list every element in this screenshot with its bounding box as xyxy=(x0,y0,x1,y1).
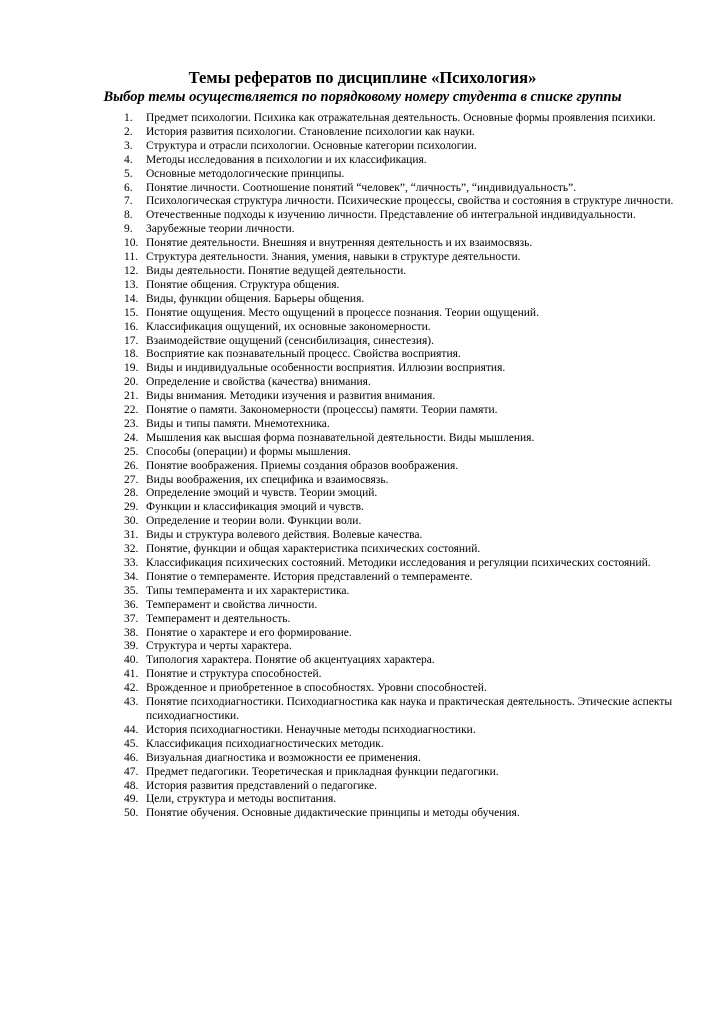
topic-item xyxy=(116,348,694,362)
topic-item xyxy=(116,571,694,585)
topic-text: Определение и свойства (качества) внимания. xyxy=(146,376,371,389)
topic-item xyxy=(116,696,694,724)
topic-number: 14. xyxy=(124,292,139,305)
topic-item xyxy=(116,668,694,682)
topic-number: 26. xyxy=(124,459,139,472)
topic-item xyxy=(116,126,694,140)
topic-number: 44. xyxy=(124,723,139,736)
topic-item xyxy=(116,279,694,293)
topic-text: Виды и типы памяти. Мнемотехника. xyxy=(146,417,330,430)
topic-number: 5. xyxy=(124,167,133,180)
topic-text: Психологическая структура личности. Психические процессы, свойства и состояния в структуре личности. xyxy=(146,195,674,208)
topic-number: 19. xyxy=(124,362,139,375)
topic-number: 48. xyxy=(124,779,139,792)
topic-text: Понятие воображения. Приемы создания образов воображения. xyxy=(146,459,459,472)
topic-item xyxy=(116,404,694,418)
topic-text: Отечественные подходы к изучению личности. Представление об интегральной индивидуальности. xyxy=(146,209,636,222)
topic-text: Визуальная диагностика и возможности ее применения. xyxy=(146,751,421,764)
topic-text: Понятие психодиагностики. Психодиагностика как наука и практическая деятельность. Этические аспекты психодиагностики. xyxy=(146,696,673,722)
topic-item xyxy=(116,293,694,307)
topic-item xyxy=(116,376,694,390)
topic-text: Классификация ощущений, их основные закономерности. xyxy=(146,320,431,333)
topic-item xyxy=(116,529,694,543)
topic-text: История развития психологии. Становление психологии как науки. xyxy=(146,125,475,138)
topic-item xyxy=(116,640,694,654)
topic-number: 43. xyxy=(124,696,139,709)
topic-item xyxy=(116,752,694,766)
topic-text: Типология характера. Понятие об акцентуациях характера. xyxy=(146,654,435,667)
topic-number: 21. xyxy=(124,390,139,403)
topic-text: Классификация психических состояний. Методики исследования и регуляции психических состояний. xyxy=(146,557,651,569)
topic-item xyxy=(116,182,694,196)
topic-text: Структура и отрасли психологии. Основные категории психологии. xyxy=(146,139,477,152)
topic-item xyxy=(116,335,694,349)
topic-item xyxy=(116,738,694,752)
topic-item xyxy=(116,362,694,376)
topic-text: Врожденное и приобретенное в способностях. Уровни способностей. xyxy=(146,682,487,695)
topic-text: Виды воображения, их специфика и взаимосвязь. xyxy=(146,473,389,486)
topic-text: Темперамент и свойства личности. xyxy=(146,598,318,611)
topic-text: Виды и структура волевого действия. Волевые качества. xyxy=(146,529,423,542)
topic-number: 33. xyxy=(124,557,139,569)
topic-number: 18. xyxy=(124,348,139,361)
topic-item xyxy=(116,432,694,446)
topic-number: 27. xyxy=(124,473,139,486)
topic-number: 16. xyxy=(124,320,139,333)
topic-text: Предмет психологии. Психика как отражательная деятельность. Основные формы проявления психики. xyxy=(146,112,656,124)
topic-item xyxy=(116,321,694,335)
topic-item xyxy=(116,682,694,696)
topic-text: Способы (операции) и формы мышления. xyxy=(146,445,351,458)
topic-item xyxy=(116,793,694,807)
topic-text: Определение и теории воли. Функции воли. xyxy=(146,515,362,528)
topic-text: Восприятие как познавательный процесс. Свойства восприятия. xyxy=(146,348,461,361)
topic-text: Виды внимания. Методики изучения и развития внимания. xyxy=(146,390,436,403)
topic-text: Понятие обучения. Основные дидактические принципы и методы обучения. xyxy=(146,807,520,820)
topic-text: Функции и классификация эмоций и чувств. xyxy=(146,501,364,514)
topic-number: 34. xyxy=(124,570,139,583)
topic-text: Понятие деятельности. Внешняя и внутренняя деятельность и их взаимосвязь. xyxy=(146,237,533,250)
topic-number: 22. xyxy=(124,404,139,417)
topic-text: Понятие общения. Структура общения. xyxy=(146,278,340,291)
topic-item xyxy=(116,112,694,126)
topic-number: 49. xyxy=(124,793,139,806)
topic-item xyxy=(116,515,694,529)
topic-text: Взаимодействие ощущений (сенсибилизация, синестезия). xyxy=(146,334,434,347)
topic-item xyxy=(116,474,694,488)
topic-number: 39. xyxy=(124,640,139,653)
topic-item xyxy=(116,237,694,251)
topic-number: 24. xyxy=(124,431,139,444)
topic-list xyxy=(116,112,694,821)
topic-item xyxy=(116,780,694,794)
topic-number: 8. xyxy=(124,209,133,222)
topic-text: Методы исследования в психологии и их классификация. xyxy=(146,153,427,166)
topic-number: 9. xyxy=(124,223,133,236)
topic-item xyxy=(116,501,694,515)
topic-item xyxy=(116,613,694,627)
topic-item xyxy=(116,807,694,821)
topic-text: Понятие о характере и его формирование. xyxy=(146,626,352,639)
topic-item xyxy=(116,599,694,613)
topic-number: 1. xyxy=(124,112,133,124)
topic-number: 35. xyxy=(124,584,139,597)
document-subtitle: Выбор темы осуществляется по порядковому номеру студента в списке группы xyxy=(103,89,622,105)
topic-number: 47. xyxy=(124,765,139,778)
topic-item xyxy=(116,724,694,738)
topic-text: Понятие о памяти. Закономерности (процессы) памяти. Теории памяти. xyxy=(146,404,498,417)
topic-text: Понятие личности. Соотношение понятий “человек”, “личность”, “индивидуальность”. xyxy=(146,181,577,194)
topic-item xyxy=(116,265,694,279)
topic-number: 38. xyxy=(124,626,139,639)
topic-item xyxy=(116,209,694,223)
topic-number: 11. xyxy=(124,251,138,264)
topic-item xyxy=(116,557,694,571)
topic-item xyxy=(116,251,694,265)
topic-number: 28. xyxy=(124,487,139,500)
topic-text: Зарубежные теории личности. xyxy=(146,223,295,236)
topic-number: 12. xyxy=(124,264,139,277)
topic-text: Мышления как высшая форма познавательной деятельности. Виды мышления. xyxy=(146,431,535,444)
topic-number: 29. xyxy=(124,501,139,514)
topic-number: 2. xyxy=(124,125,133,138)
topic-item xyxy=(116,446,694,460)
topic-text: Классификация психодиагностических методик. xyxy=(146,737,384,750)
topic-number: 50. xyxy=(124,807,139,820)
topic-text: Темперамент и деятельность. xyxy=(146,612,291,625)
topic-number: 30. xyxy=(124,515,139,528)
topic-text: Понятие о темпераменте. История представлений о темпераменте. xyxy=(146,570,473,583)
topic-item xyxy=(116,390,694,404)
topic-number: 32. xyxy=(124,543,139,556)
topic-text: Понятие, функции и общая характеристика психических состояний. xyxy=(146,543,481,556)
topic-text: Основные методологические принципы. xyxy=(146,167,345,180)
topic-item xyxy=(116,766,694,780)
topic-item xyxy=(116,307,694,321)
topic-text: Структура деятельности. Знания, умения, навыки в структуре деятельности. xyxy=(146,251,521,264)
topic-number: 4. xyxy=(124,153,133,166)
topic-item xyxy=(116,154,694,168)
topic-number: 13. xyxy=(124,278,139,291)
topic-text: Виды, функции общения. Барьеры общения. xyxy=(146,292,365,305)
topic-number: 7. xyxy=(124,195,133,208)
topic-text: Цели, структура и методы воспитания. xyxy=(146,793,337,806)
topic-text: Понятие ощущения. Место ощущений в процессе познания. Теории ощущений. xyxy=(146,306,539,319)
topic-number: 6. xyxy=(124,181,133,194)
topic-number: 3. xyxy=(124,139,133,152)
topic-text: Понятие и структура способностей. xyxy=(146,668,322,681)
topic-number: 17. xyxy=(124,334,139,347)
topic-item xyxy=(116,654,694,668)
topic-number: 36. xyxy=(124,598,139,611)
topic-text: История развития представлений о педагогике. xyxy=(146,779,377,792)
topic-number: 10. xyxy=(124,237,139,250)
topic-text: Виды деятельности. Понятие ведущей деятельности. xyxy=(146,264,407,277)
topic-item xyxy=(116,195,694,209)
topic-item xyxy=(116,627,694,641)
topic-number: 46. xyxy=(124,751,139,764)
document-title: Темы рефератов по дисциплине «Психология» xyxy=(188,68,537,87)
topic-item xyxy=(116,418,694,432)
topic-item xyxy=(116,543,694,557)
topic-number: 42. xyxy=(124,682,139,695)
topic-number: 45. xyxy=(124,737,139,750)
topic-text: Предмет педагогики. Теоретическая и прикладная функции педагогики. xyxy=(146,765,499,778)
topic-text: История психодиагностики. Ненаучные методы психодиагностики. xyxy=(146,723,476,736)
topic-text: Структура и черты характера. xyxy=(146,640,292,653)
topic-number: 23. xyxy=(124,417,139,430)
topic-text: Определение эмоций и чувств. Теории эмоций. xyxy=(146,487,378,500)
topic-item xyxy=(116,585,694,599)
topic-number: 15. xyxy=(124,306,139,319)
topic-number: 37. xyxy=(124,612,139,625)
topic-item xyxy=(116,460,694,474)
topic-item xyxy=(116,140,694,154)
topic-item xyxy=(116,487,694,501)
topic-item xyxy=(116,168,694,182)
topic-number: 20. xyxy=(124,376,139,389)
topic-text: Типы темперамента и их характеристика. xyxy=(146,584,350,597)
topic-item xyxy=(116,223,694,237)
topic-number: 25. xyxy=(124,445,139,458)
topic-number: 41. xyxy=(124,668,139,681)
topic-number: 31. xyxy=(124,529,139,542)
topic-text: Виды и индивидуальные особенности восприятия. Иллюзии восприятия. xyxy=(146,362,506,375)
topic-number: 40. xyxy=(124,654,139,667)
